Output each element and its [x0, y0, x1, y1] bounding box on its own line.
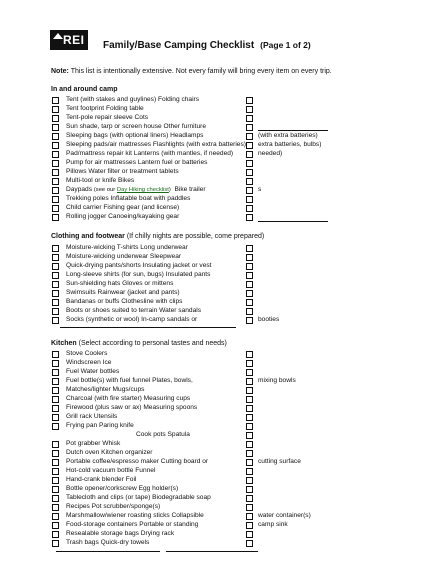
- checkbox[interactable]: [52, 290, 59, 297]
- checkbox[interactable]: [52, 405, 59, 412]
- checkbox[interactable]: [246, 414, 253, 421]
- checkbox[interactable]: [52, 369, 59, 376]
- intro-note: [51, 67, 332, 76]
- right-note: needed): [258, 150, 283, 157]
- item-text: Pump for air mattresses Lantern fuel or batteries: [66, 159, 208, 166]
- item-text: Frying pan Paring knife: [66, 422, 134, 429]
- item-text: Firewood (plus saw or ax) Measuring spoons: [66, 404, 198, 411]
- item-text: Recipes Pot scrubber/sponge(s): [66, 503, 161, 510]
- checkbox[interactable]: [52, 486, 59, 493]
- item-text: Pot grabber Whisk: [66, 440, 121, 447]
- item-text: Rolling jogger Canoeing/kayaking gear: [66, 213, 180, 220]
- checkbox[interactable]: [52, 178, 59, 185]
- right-note: cutting surface: [258, 458, 301, 465]
- checkbox[interactable]: [246, 450, 253, 457]
- checkbox[interactable]: [52, 477, 59, 484]
- checkbox[interactable]: [246, 441, 253, 448]
- checkbox[interactable]: [52, 133, 59, 140]
- checkbox[interactable]: [246, 169, 253, 176]
- item-text: Charcoal (with fire starter) Measuring cups: [66, 395, 191, 402]
- item-text: Long-sleeve shirts (for sun, bugs) Insulated pants: [66, 271, 211, 278]
- checkbox[interactable]: [246, 423, 253, 430]
- checkbox[interactable]: [246, 486, 253, 493]
- checkbox[interactable]: [52, 308, 59, 315]
- checkbox[interactable]: [246, 245, 253, 252]
- checkbox[interactable]: [246, 468, 253, 475]
- item-text: Hand-crank blender Foil: [66, 476, 137, 483]
- checkbox[interactable]: [52, 540, 59, 547]
- daypacks-label: Daypads: [66, 186, 93, 193]
- checkbox[interactable]: [246, 396, 253, 403]
- checkbox[interactable]: [52, 441, 59, 448]
- checkbox[interactable]: [246, 432, 253, 439]
- checkbox[interactable]: [246, 290, 253, 297]
- clothing-heading-text: Clothing and footwear: [51, 233, 125, 240]
- checkbox[interactable]: [52, 115, 59, 122]
- logo-text: REI: [63, 33, 85, 47]
- clothing-heading-note: (If chilly nights are possible, come prepared): [126, 233, 265, 240]
- right-note: booties: [258, 316, 280, 323]
- checkbox[interactable]: [246, 504, 253, 511]
- checkbox[interactable]: [52, 272, 59, 279]
- note-label: Note:: [51, 68, 69, 75]
- checkbox[interactable]: [52, 351, 59, 358]
- item-text: Swimsuits Rainwear (jacket and pants): [66, 289, 180, 296]
- checkbox[interactable]: [246, 97, 253, 104]
- item-text: Pad/mattress repair kit Lanterns (with mantles, if needed): [66, 150, 234, 157]
- item-text: Tent (with stakes and guylines) Folding chairs: [66, 96, 200, 103]
- checkbox[interactable]: [246, 495, 253, 502]
- checkbox[interactable]: [52, 459, 59, 466]
- checkbox[interactable]: [246, 178, 253, 185]
- kitchen-heading-note: (Select according to personal tastes and needs): [78, 340, 227, 347]
- item-text: Trash bags Quick-dry towels: [66, 539, 150, 546]
- checkbox[interactable]: [246, 160, 253, 167]
- camp-heading-text: In and around camp: [51, 86, 118, 93]
- checkbox[interactable]: [52, 151, 59, 158]
- checkbox[interactable]: [246, 378, 253, 385]
- item-text: Sleeping pads/air mattresses Flashlights (with extra batteries): [66, 141, 246, 148]
- checkbox[interactable]: [246, 214, 253, 221]
- checkbox[interactable]: [246, 133, 253, 140]
- checkbox[interactable]: [52, 254, 59, 261]
- rei-logo: [50, 30, 88, 50]
- checkbox[interactable]: [52, 142, 59, 149]
- item-text: Trekking poles Inflatable boat with paddles: [66, 195, 191, 202]
- see-text: (see our: [93, 187, 116, 193]
- item-text: Matches/lighter Mugs/cups: [66, 386, 145, 393]
- item-text: Fuel bottle(s) with fuel funnel Plates, bowls,: [66, 377, 193, 384]
- write-in-line: [60, 327, 236, 328]
- item-text: Quick-drying pants/shorts Insulating jacket or vest: [66, 262, 212, 269]
- checkbox[interactable]: [52, 160, 59, 167]
- checkbox[interactable]: [246, 513, 253, 520]
- checkbox[interactable]: [246, 205, 253, 212]
- checkbox[interactable]: [52, 97, 59, 104]
- checkbox[interactable]: [246, 531, 253, 538]
- title-text: Family/Base Camping Checklist: [103, 40, 255, 51]
- checkbox[interactable]: [52, 187, 59, 194]
- section-heading-kitchen: [51, 339, 227, 348]
- section-heading-camp: [51, 85, 118, 94]
- item-text: Socks (synthetic or wool) In-camp sandals or: [66, 316, 198, 323]
- item-text: Moisture-wicking underwear Sleepwear: [66, 253, 182, 260]
- checkbox[interactable]: [246, 263, 253, 270]
- checkbox[interactable]: [52, 263, 59, 270]
- checkbox[interactable]: [246, 187, 253, 194]
- checkbox[interactable]: [52, 423, 59, 430]
- checkbox[interactable]: [246, 115, 253, 122]
- checkbox[interactable]: [52, 378, 59, 385]
- checkbox[interactable]: [52, 495, 59, 502]
- item-text: Child carrier Fishing gear (and license): [66, 204, 180, 211]
- checkbox[interactable]: [52, 124, 59, 131]
- right-note: extra batteries, bulbs): [258, 141, 322, 148]
- item-text: Sun-shielding hats Gloves or mittens: [66, 280, 174, 287]
- item-text: Tablecloth and clips (or tape) Biodegradable soap: [66, 494, 211, 501]
- item-text: Tent-pole repair sleeve Cots: [66, 114, 149, 121]
- checkbox[interactable]: [246, 308, 253, 315]
- right-note: mixing bowls: [258, 377, 296, 384]
- checkbox[interactable]: [246, 459, 253, 466]
- item-text: Boots or shoes suited to terrain Water sandals: [66, 307, 201, 314]
- checkbox[interactable]: [246, 405, 253, 412]
- item-text: [66, 186, 206, 195]
- item-text: Pillows Water filter or treatment tablets: [66, 168, 179, 175]
- checkbox[interactable]: [52, 396, 59, 403]
- paren-close: ): [168, 187, 171, 193]
- checkbox[interactable]: [52, 317, 59, 324]
- checkbox[interactable]: [246, 142, 253, 149]
- checkbox[interactable]: [246, 299, 253, 306]
- checkbox[interactable]: [246, 317, 253, 324]
- right-note: s: [258, 186, 262, 193]
- checkbox[interactable]: [52, 106, 59, 113]
- checkbox[interactable]: [52, 504, 59, 511]
- item-text: Sleeping bags (with optional liners) Headlamps: [66, 132, 204, 139]
- item-text: Stove Coolers: [66, 350, 108, 357]
- item-text: Sun shade, tarp or screen house Other furniture: [66, 123, 207, 130]
- checkbox[interactable]: [246, 254, 253, 261]
- item-text: Bandanas or buffs Clothesline with clips: [66, 298, 183, 305]
- checkbox[interactable]: [52, 196, 59, 203]
- section-heading-clothing: [51, 232, 264, 241]
- item-text: Cook pots Spatula: [136, 431, 190, 438]
- right-note: (with extra batteries): [258, 132, 318, 139]
- checkbox[interactable]: [52, 299, 59, 306]
- checkbox[interactable]: [246, 369, 253, 376]
- checkbox[interactable]: [246, 281, 253, 288]
- item-text: Bottle opener/corkscrew Egg holder(s): [66, 485, 179, 492]
- checkbox[interactable]: [52, 450, 59, 457]
- checkbox[interactable]: [52, 387, 59, 394]
- checkbox[interactable]: [246, 522, 253, 529]
- checkbox[interactable]: [52, 281, 59, 288]
- item-text: Dutch oven Kitchen organizer: [66, 449, 153, 456]
- checkbox[interactable]: [52, 522, 59, 529]
- item-text: Windscreen Ice: [66, 359, 112, 366]
- checkbox[interactable]: [246, 540, 253, 547]
- checkbox[interactable]: [246, 477, 253, 484]
- item-text: Portable coffee/espresso maker Cutting board or: [66, 458, 209, 465]
- item-text: Multi-tool or knife Bikes: [66, 177, 135, 184]
- checkbox[interactable]: [52, 245, 59, 252]
- page-indicator: (Page 1 of 2): [260, 40, 311, 50]
- checkbox[interactable]: [52, 414, 59, 421]
- checkbox[interactable]: [246, 124, 253, 131]
- write-in-line: [166, 551, 258, 552]
- checkbox[interactable]: [246, 351, 253, 358]
- page-title: [103, 39, 311, 52]
- checkbox[interactable]: [246, 387, 253, 394]
- item-text: Marshmallow/wiener roasting sticks Collapsible: [66, 512, 204, 519]
- item-text: Food-storage containers Portable or standing: [66, 521, 199, 528]
- checkbox[interactable]: [246, 272, 253, 279]
- checkbox[interactable]: [52, 169, 59, 176]
- mountain-icon: [53, 33, 63, 39]
- write-in-line: [258, 221, 328, 222]
- day-hiking-link[interactable]: Day Hiking checklist: [116, 187, 169, 193]
- right-note: camp sink: [258, 521, 288, 528]
- checkbox[interactable]: [246, 360, 253, 367]
- checkbox[interactable]: [52, 360, 59, 367]
- checkbox[interactable]: [52, 531, 59, 538]
- checkbox[interactable]: [52, 513, 59, 520]
- note-text: This list is intentionally extensive. Not every family will bring every item on every trip.: [70, 68, 332, 75]
- checkbox[interactable]: [52, 205, 59, 212]
- write-in-line: [56, 551, 160, 552]
- checkbox[interactable]: [246, 151, 253, 158]
- right-note: water container(s): [258, 512, 311, 519]
- item-text: Resealable storage bags Drying rack: [66, 530, 175, 537]
- item-text: Grill rack Utensils: [66, 413, 118, 420]
- checkbox[interactable]: [246, 196, 253, 203]
- checkbox[interactable]: [52, 214, 59, 221]
- item-text: Moisture-wicking T-shirts Long underwear: [66, 244, 188, 251]
- checkbox[interactable]: [246, 106, 253, 113]
- item-text: Fuel Water bottles: [66, 368, 120, 375]
- bike-trailer-text: Bike trailer: [174, 186, 206, 193]
- kitchen-heading-text: Kitchen: [51, 340, 77, 347]
- checkbox[interactable]: [52, 468, 59, 475]
- item-text: Tent footprint Folding table: [66, 105, 144, 112]
- write-in-line: [258, 130, 328, 131]
- item-text: Hot-cold vacuum bottle Funnel: [66, 467, 156, 474]
